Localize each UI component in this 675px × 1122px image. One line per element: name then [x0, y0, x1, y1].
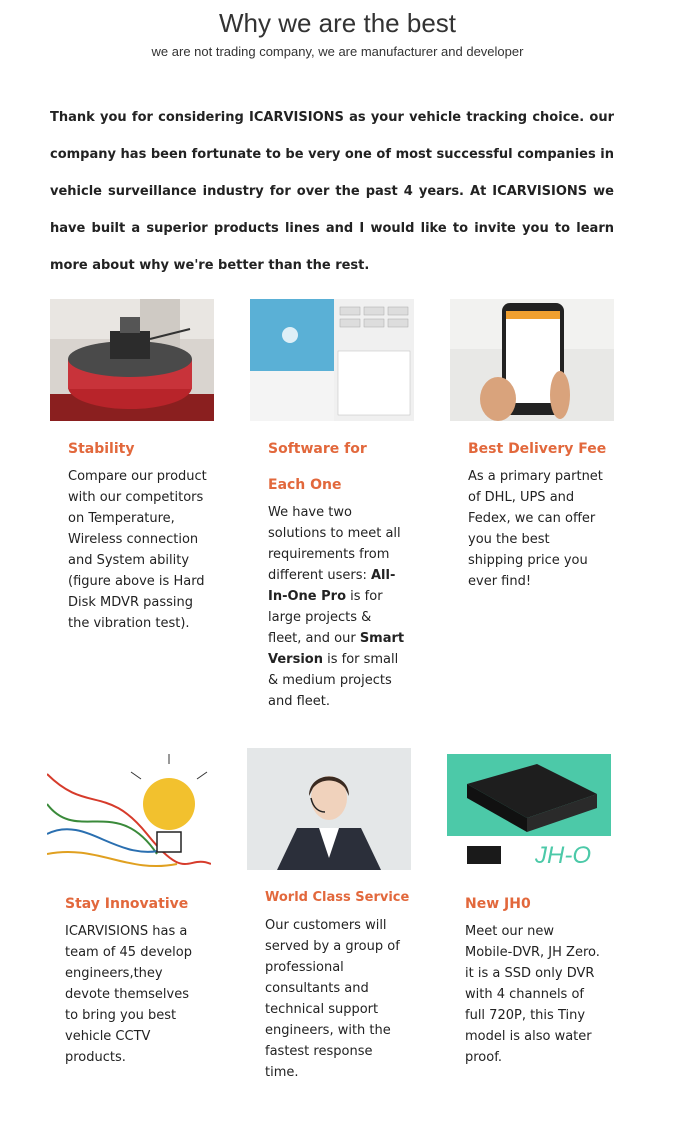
- intro-paragraph: Thank you for considering ICARVISIONS as your vehicle tracking choice. our company has been fortunate to be very one of most successful companies in vehicle surveillance industry for over the past 4 years. At ICARVISIONS we have built a superior products lines and I would like to invite you to learn more about why we're better than the rest.: [50, 110, 614, 273]
- feature-heading-innovative: Stay Innovative: [65, 896, 189, 912]
- feature-text-innovative: ICARVISIONS has a team of 45 develop engineers,they devote themselves to bring you best vehicle CCTV products.: [65, 924, 192, 1065]
- jh0-dvr-image: [447, 754, 611, 876]
- support-agent-image: [247, 748, 411, 870]
- page-subtitle: we are not trading company, we are manufacturer and developer: [151, 44, 524, 59]
- feature-heading-stability: Stability: [68, 441, 135, 457]
- feature-heading-jh0: New JH0: [465, 896, 531, 912]
- feature-heading-delivery: Best Delivery Fee: [468, 441, 607, 457]
- jh0-label: JH-O: [535, 842, 591, 869]
- feature-text-service: Our customers will served by a group of professional consultants and technical support engineers, with the fastest response time.: [265, 918, 400, 1080]
- vibration-test-image: [50, 299, 214, 421]
- feature-heading-service: World Class Service: [265, 890, 410, 905]
- software-screenshot-image: [250, 299, 414, 421]
- feature-text-stability: Compare our product with our competitors on Temperature, Wireless connection and System ability (figure above is Hard Disk MDVR passing the vibration test).: [68, 469, 207, 631]
- phone-app-image: [450, 299, 614, 421]
- feature-text-jh0: Meet our new Mobile-DVR, JH Zero. it is a SSD only DVR with 4 channels of full 720P, this Tiny model is also water proof.: [465, 924, 600, 1065]
- page-title: Why we are the best: [219, 8, 456, 38]
- feature-heading-software: Software for Each One: [268, 441, 367, 493]
- feature-text-delivery: As a primary partnet of DHL, UPS and Fedex, we can offer you the best shipping price you ever find!: [468, 469, 603, 589]
- yarn-bulb-image: [47, 754, 211, 876]
- feature-text-software: We have two solutions to meet all requirements from different users: All-In-One Pro is for large projects & fleet, and our Smart Version is for small & medium projects and fleet.: [268, 505, 405, 709]
